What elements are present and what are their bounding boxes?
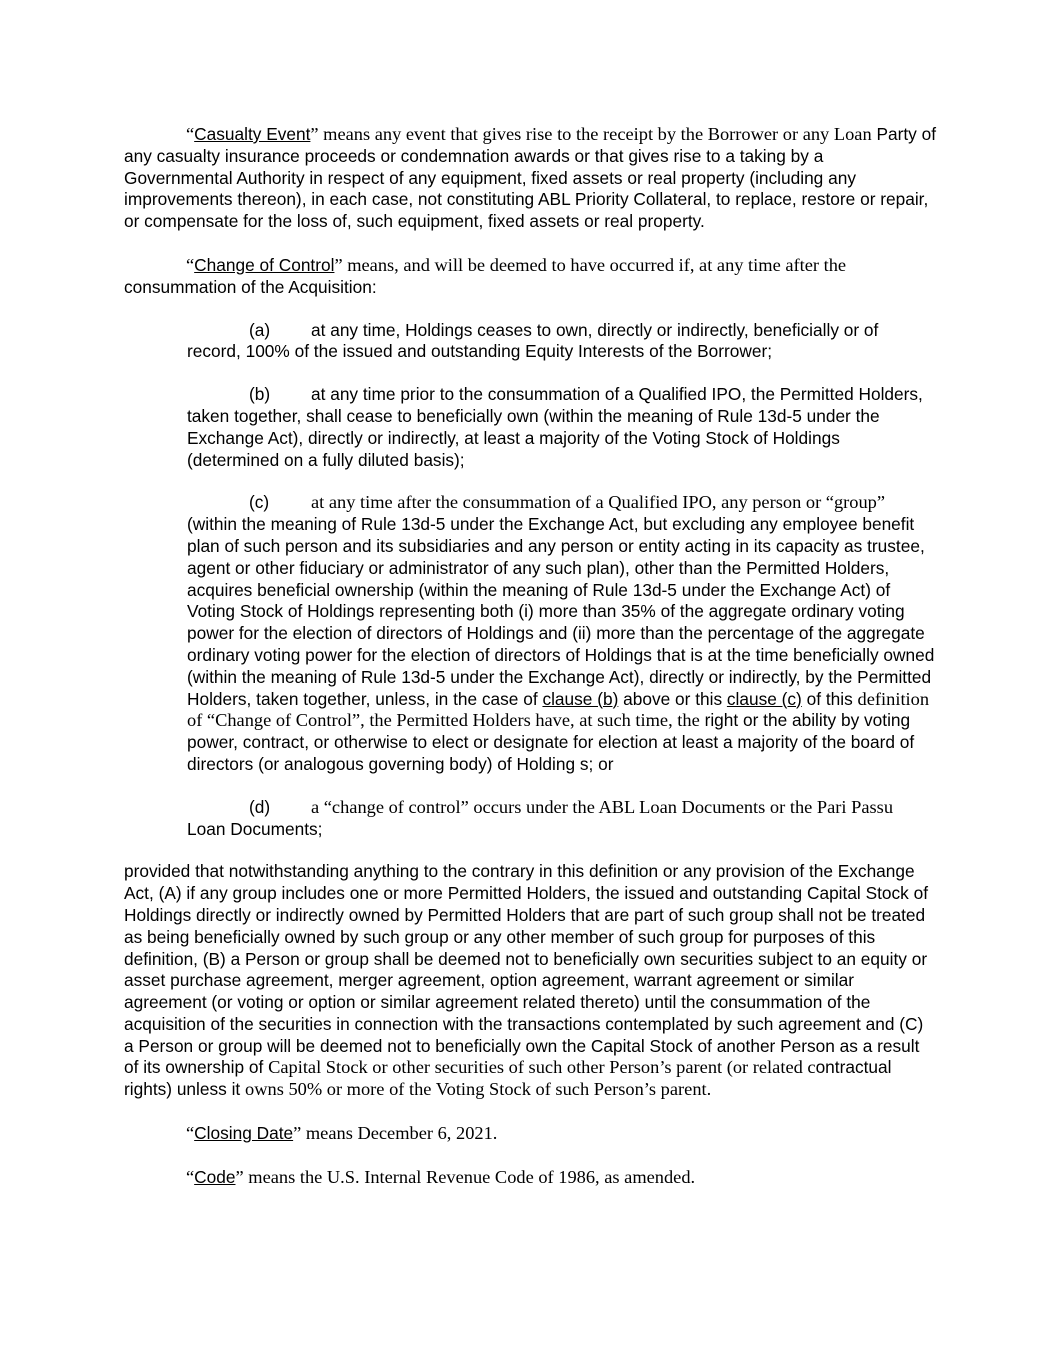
definition-lead: ” means any event that gives rise to the receipt by the Borrower or any Loan: [310, 124, 872, 144]
clause-text: above or this: [618, 688, 727, 709]
document-page: [124, 124, 936, 1189]
definition-lead: ” means, and will be deemed to have occurred if, at any time after the: [334, 254, 847, 275]
clause-label: (c): [249, 492, 270, 513]
proviso-text: ontractual rights) unless it: [124, 1057, 892, 1100]
clause-a: [187, 320, 936, 364]
clause-b: [187, 384, 936, 471]
clause-label: (a): [249, 319, 271, 340]
definition-lead: ” means December 6, 2021.: [293, 1123, 498, 1144]
definition-text: Party of any casualty insurance proceeds or condemnation awards or that gives rise to a taking by a Governmental Authority in respect of any equipment, fixed assets or real property (including any improvements thereon), in each case, not constituting ABL Priority Collateral, to replace, restore or repair, or compensate for the loss of, such equipment, fixed assets or real property.: [124, 124, 937, 232]
open-quote: “: [186, 254, 195, 275]
clause-b-reference: clause (b): [542, 688, 619, 709]
clause-text-serif: definition of “Change of Control”, the Permitted Holders have, at such time, the: [187, 688, 930, 731]
clause-label: (b): [249, 384, 271, 405]
clause-text: of this: [801, 688, 853, 709]
clause-text: at any time, Holdings ceases to own, directly or indirectly, beneficially or of record, 100% of the issued and outstanding Equity Interests of the Borrower;: [187, 319, 879, 362]
clause-c-reference: clause (c): [726, 688, 802, 709]
definition-lead: ” means the U.S. Internal Revenue Code of 1986, as amended.: [235, 1166, 696, 1187]
clause-text: Loan Documents;: [187, 818, 323, 839]
clause-lead: a “change of control” occurs under the ABL Loan Documents or the Pari Passu: [311, 796, 894, 817]
definition-change-of-control: [124, 255, 936, 299]
clause-lead: at any time after the consummation of a Qualified IPO, any person or “group”: [311, 492, 886, 513]
clause-c: [187, 492, 936, 775]
definition-casualty-event: [124, 124, 936, 233]
clause-d: [187, 797, 936, 841]
defined-term: Code: [194, 1166, 236, 1187]
open-quote: “: [186, 1123, 195, 1144]
definition-closing-date: [124, 1123, 936, 1145]
defined-term: Change of Control: [194, 254, 335, 275]
proviso-paragraph: [124, 861, 936, 1101]
open-quote: “: [186, 124, 195, 144]
proviso-text-serif: Capital Stock or other securities of such other Person’s parent (or related c: [268, 1057, 816, 1078]
clause-text: right or the ability by voting power, contract, or otherwise to elect or designate for election at least a majority of the board of directors (or analogous governing body) of Holding s; or: [187, 710, 915, 774]
open-quote: “: [186, 1166, 195, 1187]
defined-term: Casualty Event: [194, 124, 311, 144]
clause-text: (within the meaning of Rule 13d-5 under the Exchange Act, but excluding any employee benefit plan of such person and its subsidiaries and any person or entity acting in its capacity as trustee, agent or other fiduciary or administrator of any such plan), other than the Permitted Holders, acquires beneficial ownership (within the meaning of Rule 13d-5 under the Exchange Act) of Voting Stock of Holdings representing both (i) more than 35% of the aggregate ordinary voting power for the election of directors of Holdings and (ii) more than the percentage of the aggregate ordinary voting power for the election of directors of Holdings that is at the time beneficially owned (within the meaning of Rule 13d-5 under the Exchange Act), directly or indirectly, by the Permitted Holders, taken together, unless, in the case of: [187, 514, 935, 709]
defined-term: Closing Date: [194, 1123, 294, 1144]
definition-text: consummation of the Acquisition:: [124, 276, 377, 297]
definition-code: [124, 1167, 936, 1189]
proviso-text: provided that notwithstanding anything to the contrary in this definition or any provision of the Exchange Act, (A) if any group includes one or more Permitted Holders, the issued and outstanding Capital Stock of Holdings directly or indirectly owned by Permitted Holders that are part of such group shall not be treated as being beneficially owned by such group or any other member of such group for purposes of this definition, (B) a Person or group shall be deemed not to beneficially own securities subject to an equity or asset purchase agreement, merger agreement, option agreement, warrant agreement or similar agreement (or voting or option or similar agreement related thereto) until the consummation of the acquisition of the securities in connection with the transactions contemplated by such agreement and (C) a Person or group will be deemed not to beneficially own the Capital Stock of another Person as a result of its ownership of: [124, 861, 928, 1078]
clause-label: (d): [249, 796, 271, 817]
proviso-text-serif: owns 50% or more of the Voting Stock of such Person’s parent.: [245, 1079, 712, 1100]
clause-text: at any time prior to the consummation of a Qualified IPO, the Permitted Holders, taken together, shall cease to beneficially own (within the meaning of Rule 13d-5 under the Exchange Act), directly or indirectly, at least a majority of the Voting Stock of Holdings (determined on a fully diluted basis);: [187, 384, 923, 470]
